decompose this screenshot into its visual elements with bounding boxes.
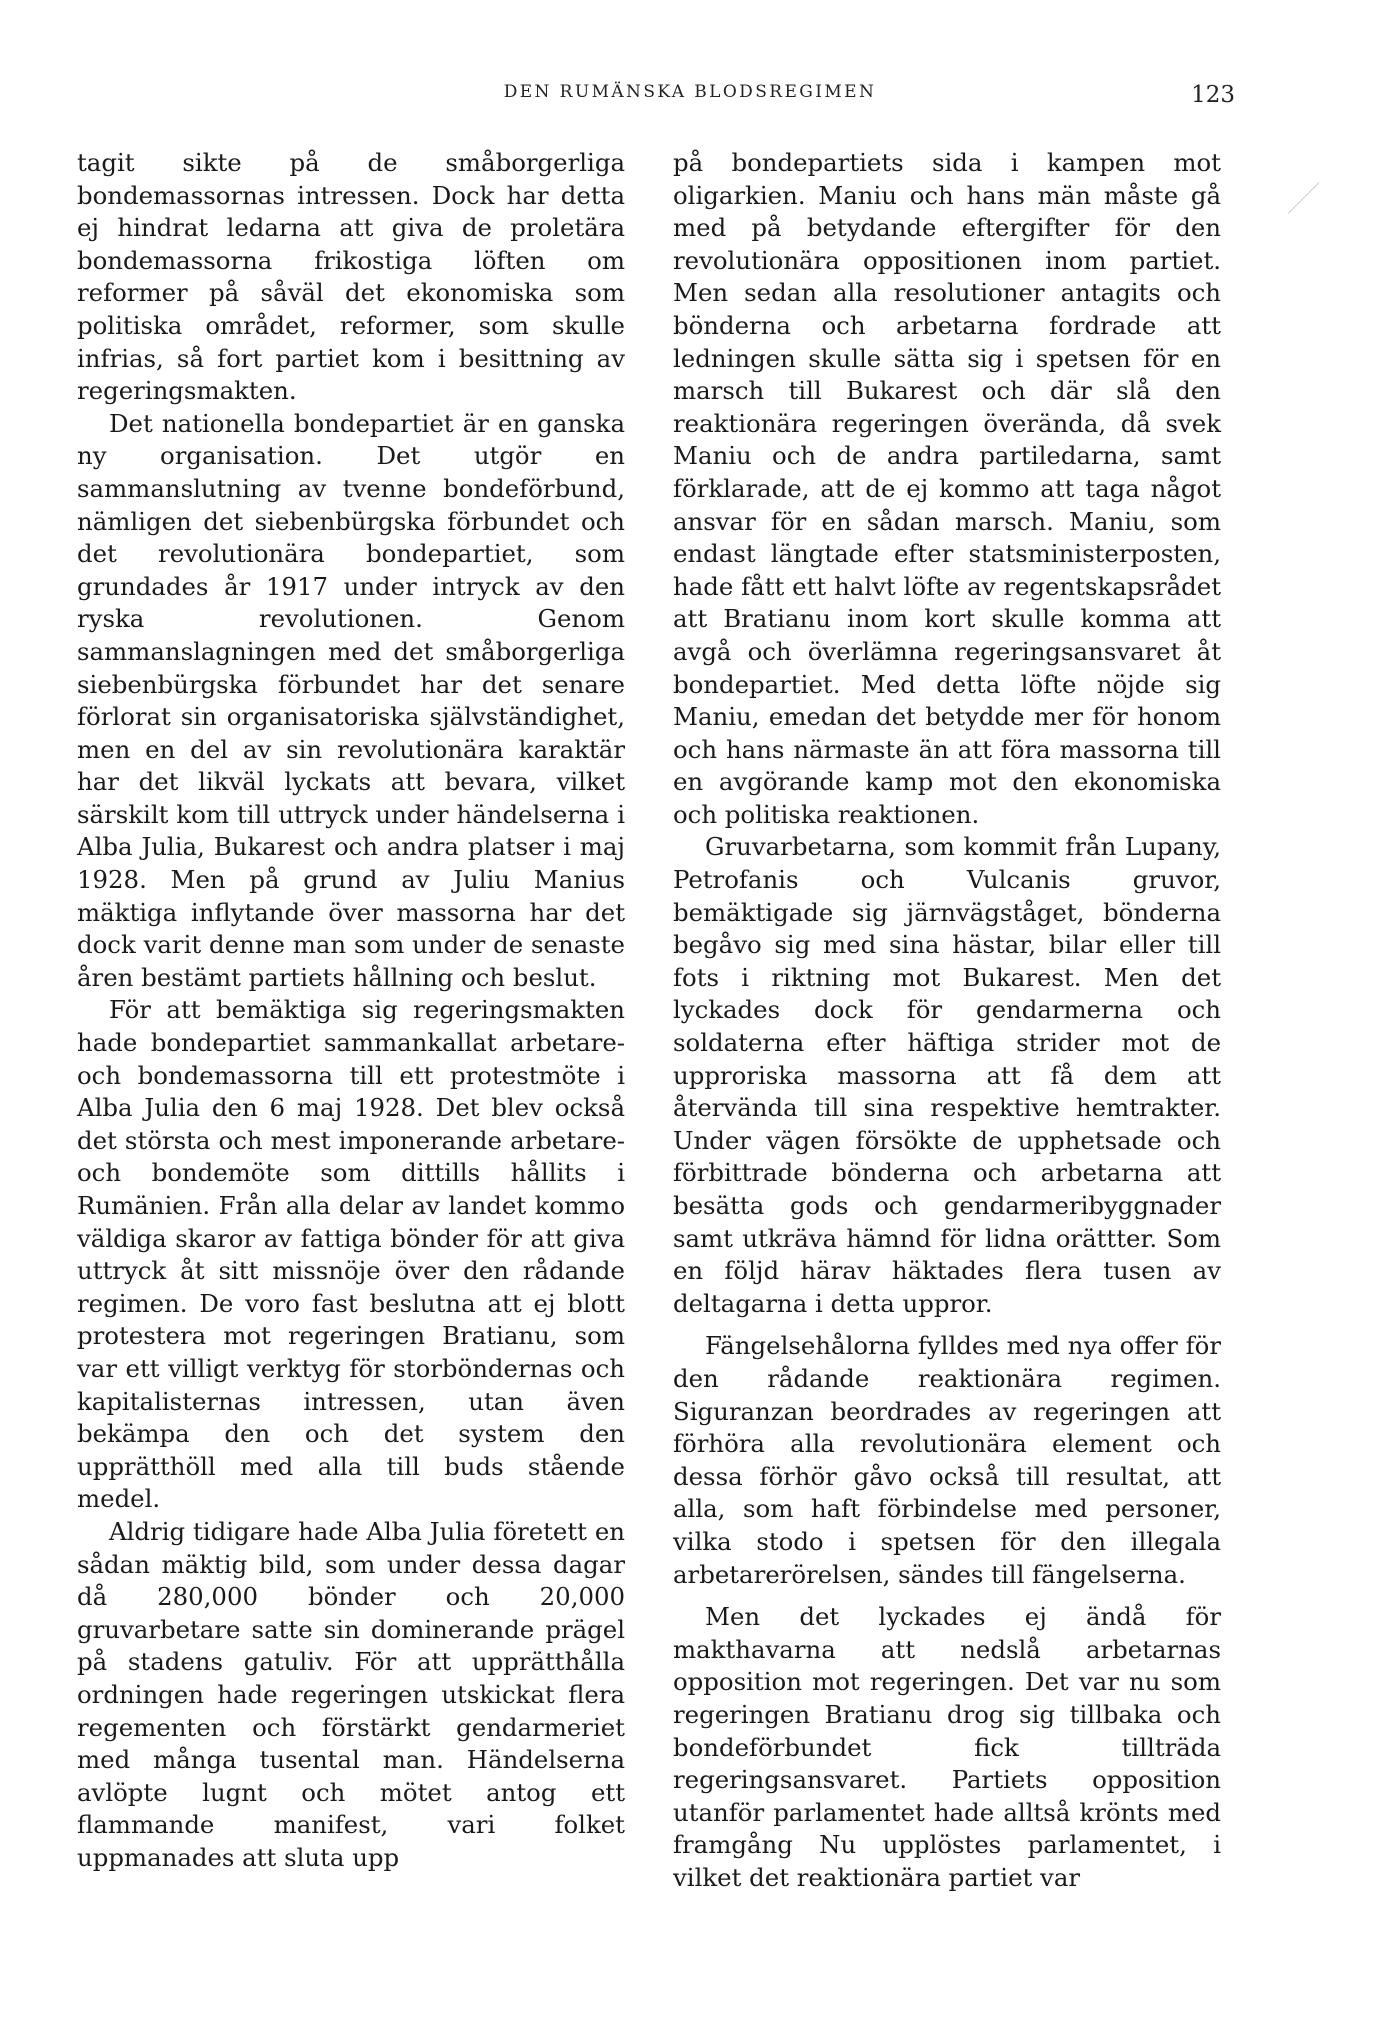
running-head-title: DEN RUMÄNSKA BLODSREGIMEN	[503, 82, 877, 102]
paragraph: För att bemäktiga sig regeringsmakten hade bondepartiet sammankallat arbetare- och bondemassorna till ett protestmöte i Alba Julia den 6 maj 1928. Det blev också det största och mest imponerande arbetare- och bondemöte som dittills hållits i Rumänien. Från alla delar av landet kommo väldiga skaror av fattiga bönder för att giva uttryck åt sitt missnöje över den rådande regimen. De voro fast beslutna att ej blott protestera mot regeringen Bratianu, som var ett villigt verktyg för storböndernas och kapitalisternas intressen, utan även bekämpa den och det system den upprätthöll med alla till buds stående medel.	[77, 995, 625, 1514]
paragraph: på bondepartiets sida i kampen mot oligarkien. Maniu och hans män måste gå med på betydande eftergifter för den revolutionära oppositionen inom partiet. Men sedan alla resolutioner antagits och bönderna och arbetarna fordrade att ledningen skulle sätta sig i spetsen för en marsch till Bukarest och där slå den reaktionära regeringen överända, då svek Maniu och de andra partiledarna, samt förklarade, att de ej kommo att taga något ansvar för en sådan marsch. Maniu, som endast längtade efter statsministerposten, hade fått ett halvt löfte av regentskapsrådet att Bratianu inom kort skulle komma att avgå och överlämna regeringsansvaret åt bondepartiet. Med detta löfte nöjde sig Maniu, emedan det betydde mer för honom och hans närmaste än att föra massorna till en avgörande kamp mot den ekonomiska och politiska reaktionen.	[673, 148, 1221, 829]
left-column	[77, 147, 625, 1874]
paragraph: Fängelsehålorna fylldes med nya offer för den rådande reaktionära regimen. Siguranzan beordrades av regeringen att förhöra alla revolutionära element och dessa förhör gåvo också till resultat, att alla, som haft förbindelse med personer, vilka stodo i spetsen för den illegala arbetarerörelsen, sändes till fängelserna.	[673, 1331, 1221, 1589]
paragraph: Det nationella bondepartiet är en ganska ny organisation. Det utgör en sammanslutning av tvenne bondeförbund, nämligen det siebenbürgska förbundet och det revolutionära bondepartiet, som grundades år 1917 under intryck av den ryska revolutionen. Genom sammanslagningen med det småborgerliga siebenbürgska förbundet har det senare förlorat sin organisatoriska självständighet, men en del av sin revolutionära karaktär har det likväl lyckats att bevara, vilket särskilt kom till uttryck under händelserna i Alba Julia, Bukarest och andra platser i maj 1928. Men på grund av Juliu Manius mäktiga inflytande över massorna har det dock varit denne man som under de senaste åren bestämt partiets hållning och beslut.	[77, 408, 625, 992]
paragraph: tagit sikte på de småborgerliga bondemassornas intressen. Dock har detta ej hindrat ledarna att giva de proletära bondemassorna frikostiga löften om reformer på såväl det ekonomiska som politiska området, reformer, som skulle infrias, så fort partiet kom i besittning av regeringsmakten.	[77, 148, 625, 406]
right-column	[673, 147, 1221, 1894]
page-number: 123	[1191, 82, 1235, 108]
paragraph: Aldrig tidigare hade Alba Julia företett en sådan mäktig bild, som under dessa dagar då 280,000 bönder och 20,000 gruvarbetare satte sin dominerande prägel på stadens gatuliv. För att upprätthålla ordningen hade regeringen utskickat flera regementen och förstärkt gendarmeriet med många tusental man. Händelserna avlöpte lugnt och mötet antog ett flammande manifest, vari folket uppmanades att sluta upp	[77, 1516, 625, 1872]
scan-mark	[1288, 182, 1320, 214]
paragraph: Gruvarbetarna, som kommit från Lupany, Petrofanis och Vulcanis gruvor, bemäktigade sig järnvägståget, bönderna begåvo sig med sina hästar, bilar eller till fots i riktning mot Bukarest. Men det lyckades dock för gendarmerna och soldaterna efter häftiga strider mot de upproriska massorna att få dem att återvända till sina respektive hemtrakter. Under vägen försökte de upphetsade och förbittrade bönderna och arbetarna att besätta gods och gendarmeribyggnader samt utkräva hämnd för lidna orättter. Som en följd härav häktades flera tusen av deltagarna i detta uppror.	[673, 832, 1221, 1318]
paragraph: Men det lyckades ej ändå för makthavarna att nedslå arbetarnas opposition mot regeringen. Det var nu som regeringen Bratianu drog sig tillbaka och bondeförbundet fick tillträda regeringsansvaret. Partiets opposition utanför parlamentet hade alltså krönts med framgång Nu upplöstes parlamentet, i vilket det reaktionära partiet var	[673, 1602, 1221, 1892]
